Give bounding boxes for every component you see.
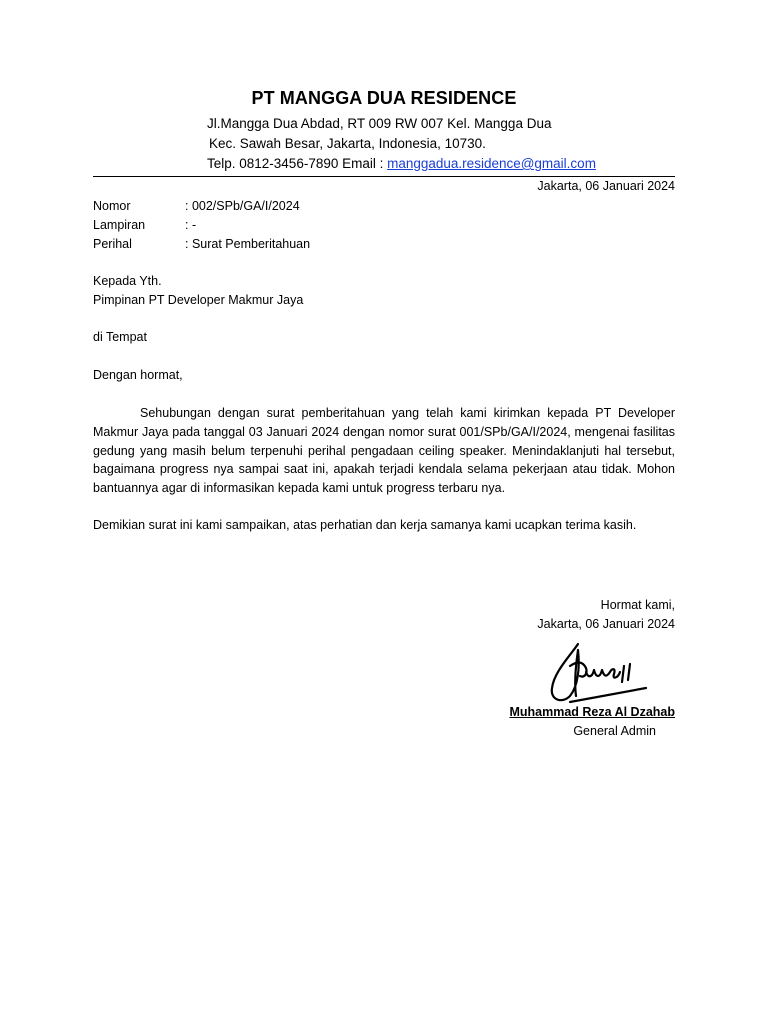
- email-link[interactable]: manggadua.residence@gmail.com: [387, 156, 596, 171]
- signer-title: General Admin: [573, 724, 656, 738]
- lampiran-label: Lampiran: [93, 218, 146, 232]
- nomor-label: Nomor: [93, 199, 131, 213]
- closing-sentence: Demikian surat ini kami sampaikan, atas perhatian dan kerja samanya kami ucapkan terima kasih.: [93, 518, 637, 532]
- lampiran-value: : -: [185, 218, 197, 232]
- body-paragraph: [93, 404, 675, 498]
- recipient-place: di Tempat: [93, 330, 147, 344]
- letter-date: Jakarta, 06 Januari 2024: [537, 179, 675, 193]
- recipient-line-1: Kepada Yth.: [93, 274, 162, 288]
- contact-line: [207, 156, 596, 171]
- recipient-line-2: Pimpinan PT Developer Makmur Jaya: [93, 293, 304, 307]
- meta-perihal: [93, 237, 310, 251]
- body-text: Sehubungan dengan surat pemberitahuan yang telah kami kirimkan kepada PT Developer Makmur Jaya pada tanggal 03 Januari 2024 dengan nomor surat 001/SPb/GA/I/2024, mengenai fasilitas gedung yang masih belum terpenuhi perihal pengadaan ceiling speaker. Menindaklanjuti hal tersebut, bagaimana progress nya sampai saat ini, apakah terjadi kendala selama pekerjaan atau tidak. Mohon bantuannya agar di informasikan kepada kami untuk progress terbaru nya.: [93, 406, 675, 496]
- handwritten-signature: [540, 638, 655, 710]
- nomor-value: : 002/SPb/GA/I/2024: [185, 199, 300, 213]
- greeting: Dengan hormat,: [93, 368, 183, 382]
- perihal-value: : Surat Pemberitahuan: [185, 237, 311, 251]
- contact-prefix: Telp. 0812-3456-7890 Email :: [207, 156, 388, 171]
- perihal-label: Perihal: [93, 237, 132, 251]
- company-name: PT MANGGA DUA RESIDENCE: [251, 88, 517, 108]
- address-line-2: Kec. Sawah Besar, Jakarta, Indonesia, 10730.: [209, 136, 486, 151]
- address-line-1: Jl.Mangga Dua Abdad, RT 009 RW 007 Kel. Mangga Dua: [207, 116, 552, 131]
- regards: Hormat kami,: [600, 598, 675, 612]
- signoff-date: Jakarta, 06 Januari 2024: [537, 617, 675, 631]
- letterhead-divider: [93, 176, 675, 177]
- signer-name: Muhammad Reza Al Dzahab: [509, 705, 675, 719]
- meta-nomor: [93, 199, 300, 213]
- meta-lampiran: [93, 218, 196, 232]
